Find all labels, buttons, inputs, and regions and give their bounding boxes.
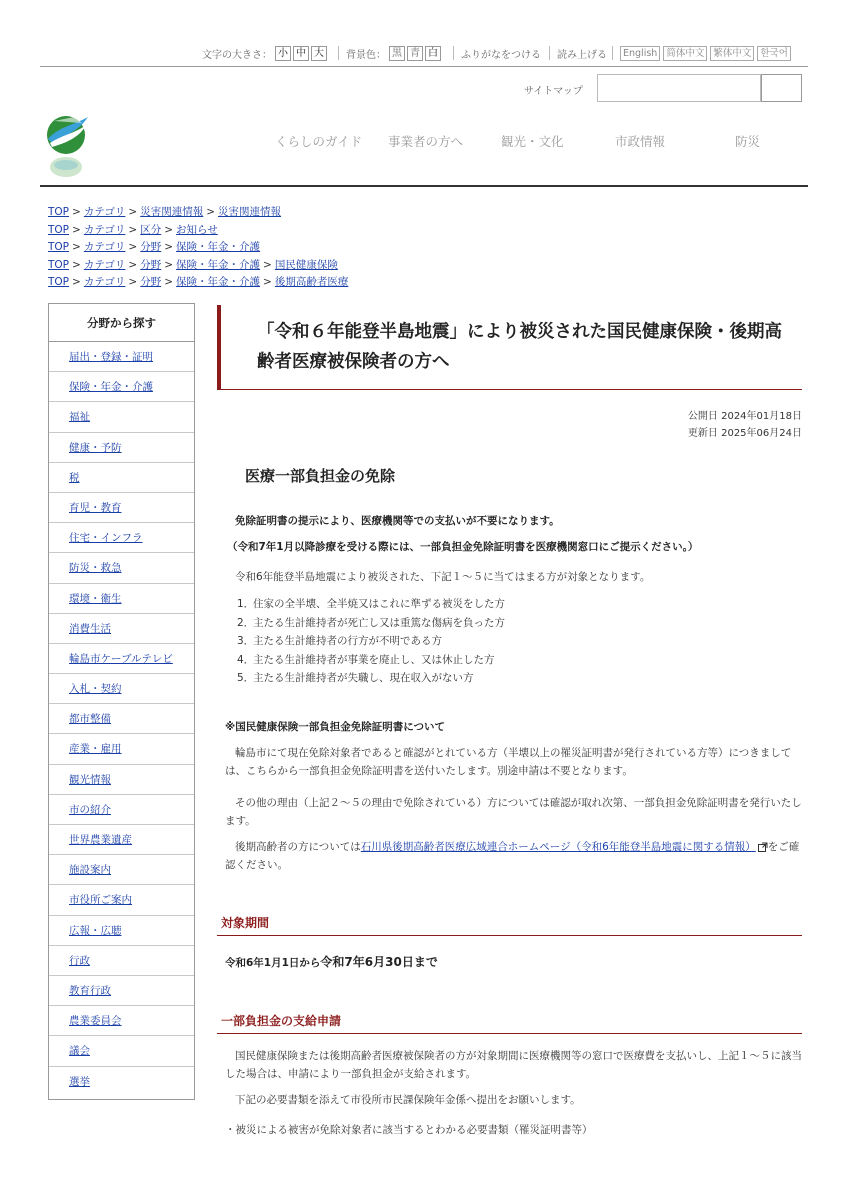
sidebar-item-link[interactable]: 健康・予防 [69, 441, 122, 454]
sidebar-item-link[interactable]: 世界農業遺産 [69, 834, 132, 846]
sidebar-item [49, 523, 194, 553]
city-emblem-icon [44, 113, 90, 183]
breadcrumb-link[interactable]: 保険・年金・介護 [176, 258, 261, 271]
font-size-large-button[interactable]: 大 [311, 46, 327, 61]
application-paragraph: 国民健康保険または後期高齢者医療被保険者の方が対象期間に医療機関等の窓口で医療費を支払いし、上記１～５に該当した場合は、申請により一部負担金が支給されます。 [225, 1050, 802, 1080]
list-item: 3．主たる生計維持者の行方が不明である方 [237, 635, 442, 647]
sidebar-item-link[interactable]: 保険・年金・介護 [69, 381, 153, 394]
breadcrumb-link[interactable]: TOP [48, 241, 70, 253]
sidebar-heading: 分野から探す [49, 304, 194, 342]
sidebar-item-link[interactable]: 施設案内 [69, 864, 111, 877]
sidebar-item [49, 493, 194, 523]
sidebar-item [49, 946, 194, 976]
sidebar-item [49, 976, 194, 1006]
application-document-item: ・被災による被害が免除対象者に該当するとわかる必要書類（罹災証明書等） [225, 1124, 593, 1136]
list-item: 4．主たる生計維持者が事業を廃止し、又は休止した方 [237, 653, 495, 666]
sidebar-item-link[interactable]: 農業委員会 [69, 1015, 122, 1028]
eligibility-conditions [237, 595, 797, 688]
sidebar-item-link[interactable]: 都市整備 [69, 713, 111, 726]
certificate-paragraph: 後期高齢者の方については石川県後期高齢者医療広域連合ホームページ（令和6年能登半島地震に関する情報） をご確認ください。 [225, 841, 800, 871]
sidebar-item [49, 463, 194, 493]
sidebar-item [49, 433, 194, 463]
sidebar-item [49, 1036, 194, 1066]
breadcrumb-link[interactable]: カテゴリ [83, 276, 126, 288]
divider [338, 46, 339, 60]
breadcrumb-link[interactable]: 災害関連情報 [218, 206, 282, 218]
sidebar-item-link[interactable]: 届出・登録・証明 [69, 351, 153, 363]
sidebar-item [49, 704, 194, 734]
page-dates [688, 408, 802, 442]
breadcrumb-link[interactable]: 保険・年金・介護 [176, 241, 261, 253]
sidebar-item-link[interactable]: 育児・教育 [69, 501, 122, 514]
nav-divider [40, 185, 808, 187]
sidebar-item [49, 674, 194, 704]
sidebar-item-link[interactable]: 選挙 [69, 1075, 90, 1088]
breadcrumb-link[interactable]: 後期高齢者医療 [274, 276, 349, 288]
external-link[interactable]: 石川県後期高齢者医療広域連合ホームページ（令和6年能登半島地震に関する情報） [360, 841, 756, 853]
font-size-label: 文字の大きさ： [202, 49, 272, 61]
sidebar-item-link[interactable]: 教育行政 [69, 984, 111, 997]
breadcrumb-link[interactable]: TOP [48, 276, 70, 288]
sidebar-item-link[interactable]: 輪島市ケーブルテレビ [69, 652, 173, 665]
breadcrumb-link[interactable]: 区分 [140, 223, 162, 236]
breadcrumb-link[interactable]: カテゴリ [83, 258, 126, 271]
breadcrumbs [48, 204, 808, 292]
breadcrumb: TOP > カテゴリ > 分野 > 保険・年金・介護 > 後期高齢者医療 [48, 276, 349, 288]
application-heading: 一部負担金の支給申請 [217, 1012, 802, 1034]
sidebar-item [49, 644, 194, 674]
breadcrumb: TOP > カテゴリ > 区分 > お知らせ [48, 223, 218, 236]
sidebar-item-link[interactable]: 環境・衛生 [69, 592, 122, 605]
nav-living-guide[interactable]: くらしのガイド [275, 134, 363, 149]
bg-black-button[interactable]: 黒 [389, 46, 405, 61]
sidebar-item [49, 885, 194, 915]
list-item: 5．主たる生計維持者が失職し、現在収入がない方 [237, 672, 474, 684]
language-switcher [620, 44, 794, 62]
breadcrumb-link[interactable]: カテゴリ [83, 206, 126, 218]
sidebar-item-link[interactable]: 行政 [69, 954, 90, 967]
list-item: 1．住家の全半壊、全半焼又はこれに準ずる被災をした方 [237, 598, 505, 610]
global-nav [250, 126, 810, 154]
section-heading: 医療一部負担金の免除 [245, 467, 396, 485]
certificate-paragraph: 輪島市にて現在免除対象者であると確認がとれている方（半壊以上の罹災証明書が発行されている方等）につきましては、こちらから一部負担金免除証明書を送付いたします。別途申請は不要となります。 [225, 747, 792, 777]
sidebar-item [49, 372, 194, 402]
breadcrumb-link[interactable]: カテゴリ [83, 223, 126, 236]
sidebar-item [49, 1067, 194, 1097]
sidebar-item [49, 553, 194, 583]
breadcrumb-link[interactable]: TOP [48, 206, 70, 218]
breadcrumb-link[interactable]: 災害関連情報 [140, 206, 204, 218]
page-title: 「令和６年能登半島地震」により被災された国民健康保険・後期高齢者医療被保険者の方へ [217, 305, 802, 390]
certificate-paragraph: その他の理由（上記２～５の理由で免除されている）方については確認が取れ次第、一部負担金免除証明書を発行いたします。 [225, 797, 802, 827]
period-text: 令和6年1月1日から令和7年6月30日まで [225, 955, 438, 969]
external-link-icon [758, 842, 768, 852]
sidebar-list [49, 342, 194, 1097]
sidebar-item-link[interactable]: 住宅・インフラ [69, 532, 143, 545]
sidebar-item-link[interactable]: 議会 [69, 1045, 90, 1058]
font-size-medium-button[interactable]: 中 [293, 46, 309, 61]
exemption-notice-note: （令和7年1月以降診療を受ける際には、一部負担金免除証明書を医療機関窓口にご提示ください。） [227, 541, 699, 553]
font-size-controls [202, 44, 329, 62]
breadcrumb-link[interactable]: 分野 [140, 241, 162, 253]
sidebar-item-link[interactable]: 市の紹介 [69, 803, 111, 816]
nav-disaster-prevention[interactable]: 防災 [735, 134, 761, 149]
nav-business[interactable]: 事業者の方へ [388, 134, 464, 149]
sidebar-item-link[interactable]: 入札・契約 [69, 683, 122, 696]
breadcrumb-link[interactable]: TOP [48, 258, 70, 271]
sidebar-item-link[interactable]: 防災・救急 [69, 562, 122, 575]
breadcrumb: TOP > カテゴリ > 分野 > 保険・年金・介護 [48, 241, 261, 253]
breadcrumb: TOP > カテゴリ > 災害関連情報 > 災害関連情報 [48, 206, 282, 218]
breadcrumb-link[interactable]: 国民健康保険 [274, 258, 338, 271]
category-sidebar [48, 303, 195, 1100]
breadcrumb-link[interactable]: お知らせ [176, 223, 218, 236]
nav-city-info[interactable]: 市政情報 [615, 134, 666, 149]
furigana-button[interactable]: ふりがなをつける [461, 49, 541, 61]
sidebar-item-link[interactable]: 広報・広聴 [69, 924, 122, 937]
breadcrumb-link[interactable]: TOP [48, 223, 70, 236]
sidebar-item-link[interactable]: 産業・雇用 [69, 743, 122, 756]
certificate-heading: ※国民健康保険一部負担金免除証明書について [225, 721, 445, 733]
bg-color-label: 背景色： [346, 49, 386, 61]
utility-bar [0, 44, 848, 62]
search-button[interactable] [761, 74, 802, 102]
sidebar-item-link[interactable]: 消費生活 [69, 622, 111, 635]
breadcrumb-link[interactable]: 分野 [140, 276, 162, 288]
lang-korean-button[interactable]: 한국어 [757, 46, 791, 61]
divider [453, 46, 454, 60]
search-input[interactable] [597, 74, 761, 102]
lang-english-button[interactable]: English [620, 46, 660, 61]
sidebar-item [49, 855, 194, 885]
lang-traditional-chinese-button[interactable]: 繁体中文 [710, 46, 754, 61]
sidebar-item [49, 734, 194, 764]
sidebar-item [49, 795, 194, 825]
sidebar-item [49, 342, 194, 372]
breadcrumb-link[interactable]: 分野 [140, 258, 162, 271]
main-content [217, 305, 802, 1136]
breadcrumb-link[interactable]: カテゴリ [83, 241, 126, 253]
sidebar-item-link[interactable]: 福祉 [69, 411, 90, 424]
sidebar-item [49, 614, 194, 644]
application-paragraph: 下記の必要書類を添えて市役所市民課保険年金係へ提出をお願いします。 [235, 1094, 581, 1106]
exemption-notice: 免除証明書の提示により、医療機関等での支払いが不要になります。 [235, 515, 560, 527]
list-item: 2．主たる生計維持者が死亡し又は重篤な傷病を負った方 [237, 616, 505, 629]
breadcrumb-link[interactable]: 保険・年金・介護 [176, 276, 261, 288]
sidebar-item [49, 825, 194, 855]
sidebar-item [49, 916, 194, 946]
updated-date: 更新日 2025年06月24日 [687, 428, 802, 439]
divider [612, 46, 613, 60]
sidebar-item [49, 765, 194, 795]
sidebar-item-link[interactable]: 市役所ご案内 [69, 894, 132, 907]
sidebar-item [49, 584, 194, 614]
breadcrumb: TOP > カテゴリ > 分野 > 保険・年金・介護 > 国民健康保険 [48, 258, 338, 271]
bg-blue-button[interactable]: 青 [407, 46, 423, 61]
bg-color-controls [346, 44, 443, 62]
font-size-small-button[interactable]: 小 [275, 46, 291, 61]
city-logo[interactable] [44, 113, 90, 183]
nav-tourism-culture[interactable]: 観光・文化 [501, 134, 564, 149]
bg-white-button[interactable]: 白 [425, 46, 441, 61]
period-heading: 対象期間 [217, 914, 802, 936]
lang-simplified-chinese-button[interactable]: 简体中文 [663, 46, 707, 61]
header-divider [40, 66, 808, 67]
title-divider [217, 389, 802, 390]
divider [549, 46, 550, 60]
sidebar-item [49, 402, 194, 432]
read-aloud-button[interactable]: 読み上げる [557, 49, 607, 61]
published-date: 公開日 2024年01月18日 [687, 411, 802, 422]
sitemap-link[interactable]: サイトマップ [524, 86, 583, 97]
sidebar-item-link[interactable]: 観光情報 [69, 773, 111, 786]
eligibility-intro: 令和6年能登半島地震により被災された、下記１～５に当てはまる方が対象となります。 [235, 571, 651, 583]
sidebar-item-link[interactable]: 税 [69, 471, 80, 484]
sidebar-item [49, 1006, 194, 1036]
